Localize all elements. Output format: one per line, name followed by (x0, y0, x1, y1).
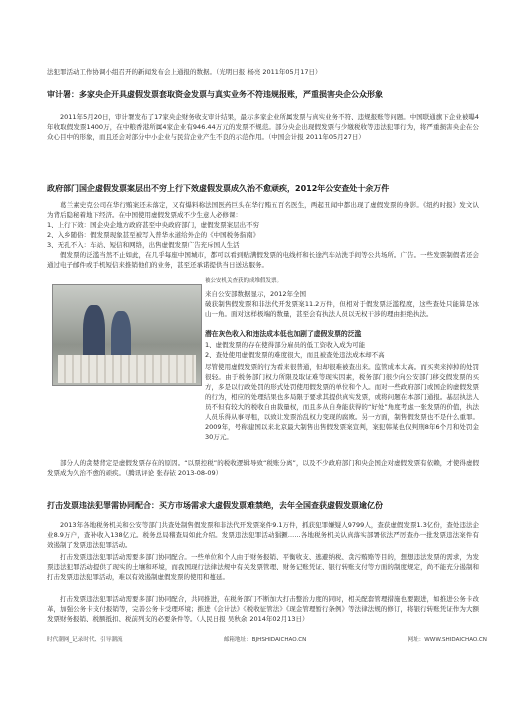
side-paragraph-1: 来自公安部数据显示，2012年全国 (205, 290, 307, 298)
photo-caption: 被公安机关查获的成堆假发票。 (205, 278, 283, 284)
page-footer (47, 635, 487, 643)
section-2-intro: 葛兰素史克公司在华行贿案还未落定，又有爆料称法国医药巨头在华行贿五百名医生，两起丑闻中都出现了虚假发票的身影。《纽约时报》发文认为背后隐秘着地下经济。在中国使用虚假发票成不少生意人必修课： (47, 201, 479, 219)
section-2-item-2: 2、入乡随俗：假发票现象甚至被写入普华永道给外企的《中国税务指南》 (47, 231, 260, 239)
section-3-heading: 打击发票违法犯罪需协同配合：买方市场需求大虚假发票难禁绝，去年全国查获虚假发票逾亿份 (47, 501, 383, 510)
section-2-tail-2: 部分人的贪婪背定是虚假发票存在的原因。“以票控税”的税收逻辑导致“税账分离”，以及不少政府部门和央企国企对虚假发票有依赖，才使得虚假发票成为久治不愈的顽疾。（腾讯评论 张春铱 2013-08-09） (47, 459, 479, 477)
section-3-paragraph-1: 2013年各地税务机关和公安等部门共查处制售假发票和非法代开发票案件9.1万件，抓获犯罪嫌疑人9799人，查获虚假发票1.3亿份，查处违法企业8.9万户，查补收入138亿元。税务总局稽查局如此介绍。发票违法犯罪活动猖獗……各地税务机关认真落实部署依法严厉查办一批发票违法案件有效遏制了发票违法犯罪活动。 (47, 521, 479, 549)
reason-2: 2、查处使用虚假发票的难度很大，而且被查处违法成本却不高 (205, 351, 385, 359)
section-2-tail-1-text: 尽管使用虚假发票的行为看来很普通，但却很难被查出来。监管成本太高。而买卖来掉掉的处罚很轻。由于税务部门权力所限及取证难等现实因素，税务部门很少向公安部门移交假发票的买方，多是以行政处罚的形式处罚使用假发票的单位和个人。而对一些政府部门或国企的虚假发票的行为，相应的处理结果也多局限于要求其提供真实发票，或将问题在本部门通报。基层执法人员不但有较大的税收自由裁量权，而且多从自身能获得的“好处”角度考虑一张发票的价值，执法人员乐得从事寻租，以致让发票治乱权力变现的腐败。另一方面，制售假发票也不是什么重罪。2009年，号称建国以来北京最大制售出售假发票案宣判，案犯韩某也仅判刑8年6个月和处罚金30万元。 (205, 363, 479, 441)
footer-site-name: 时代潮网_记录时代、引导潮流 (47, 637, 123, 643)
section-2-paragraph: 假发票的泛滥当然不止如此，在几乎每座中国城市，都可以看到贴满假发票的电线杆和长途汽车站洗手间等公共场所。广告。一些发票制假者还会通过电子邮件或手机短信来推销他们的业务，甚至还承诺提供当日送达服务。 (47, 251, 479, 269)
section-1-paragraph: 2011年5月20日，审计署发布了17家央企财务收支审计结果，最示多家企业所属发票与真实业务不符、违规报账等问题。中国联通旗下企业被曝4年收取假发票1400万，在中粮香港所属4家企业有946.44万元的发票不规范。部分央企出现假发票与少缴税收等违法犯罪行为，将严重损害央企在公众心目中的形象，而且还会对部分中小企业与民营企业产生不良的示范作用。（中国会计报 2011年05月27日） (47, 113, 479, 141)
section-2-tail-1 (205, 362, 479, 442)
section-2-heading: 政府部门国企虚假发票案层出不穷上行下效虚假发票成久治不愈顽疾，2012年公安查处十余万件 (47, 184, 390, 193)
invoice-stacks (58, 355, 196, 383)
section-1-heading: 审计署：多家央企开具虚假发票套取资金发票与真实业务不符违规报账，严重损害央企公众形象 (47, 90, 383, 99)
footer-email: 邮箱地址：BJHSHIDAICHAO.CN (223, 637, 307, 643)
reason-1: 1、虚假发票的存在使得部分雇员的低工资收入成为可能 (205, 341, 366, 349)
section-2-item-1: 1、上行下效：国企央企地方政府甚至中央政府部门，虚假发票案层出不穷 (47, 221, 260, 229)
subhead: 潜在灰色收入和违法成本低也加剧了虚假发票的泛滥 (205, 330, 362, 338)
top-line: 法犯罪活动工作协调小组召开的新闻发布会上通报的数据。（光明日报 杨亮 2011年05月17日） (47, 68, 322, 76)
footer-website: 网址：WWW.SHIDAICHAO.CN (407, 637, 487, 643)
fake-invoice-photo (52, 284, 202, 386)
section-2-item-3: 3、无孔不入：车站、短信和网络，出售虚假发票广告充斥国人生活 (47, 241, 240, 249)
section-3-paragraph-2: 打击发票违法犯罪活动需要多部门协同配合。一些单位和个人由于财务报销、平衡收支、逃避纳税、贪污贿赂等目的，想想违法发票的需求，为发票违法犯罪活动提供了现实的土壤和环境，而我国现行法律法规中有关发票管理、财务记账凭证、银行转账支付等方面的制度规定，尚不能充分遏制和打击发票违法犯罪活动，难以有效遏制虚假发票的使用和蔓延。 (47, 553, 479, 581)
side-paragraph-2: 破获制售假发票和非法代开发票案11.2万件，但相对于假发票泛滥程度，这些查处只能算是冰山一角。面对这样极端的数量，甚至会有执法人员以无权干涉的理由拒绝执法。 (205, 300, 479, 318)
section-3-paragraph-3: 打击发票违法犯罪活动需要多部门协同配合，共同推进，在税务部门不断加大打击整治力度的同时，相关配套管理措施也要跟进，如推进公务卡改革，加强公务卡支付报销等，完善公务卡受理环境；推进《会计法》《税收征管法》《现金管理暂行条例》等法律法规的修订，将银行转账凭证作为大额发票财务报销、税额抵扣、税前列支的必要条件等。（人民日报 吴秋余 2014年02月13日） (47, 595, 479, 623)
